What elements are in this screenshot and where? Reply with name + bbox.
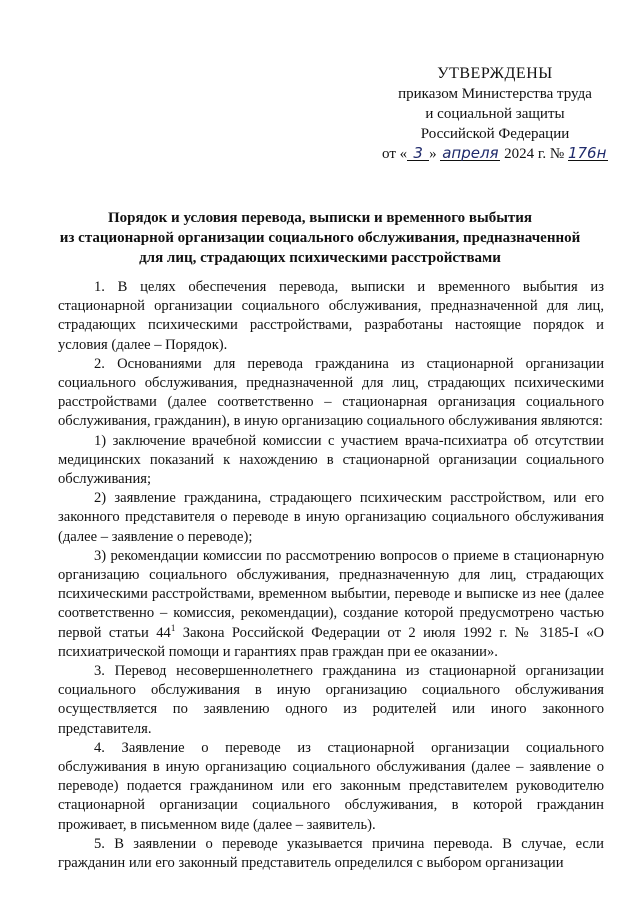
approval-date-line [360, 144, 630, 164]
item-3-text-after: Закона Российской Федерации от 2 июля 1992 г. № 3185-I «О психиатрической помощи и гарантиях прав граждан при ее оказании». [58, 624, 604, 660]
title-line-2: из стационарной организации социального обслуживания, предназначенной [59, 230, 581, 246]
item-3-text-before: 3) рекомендации комиссии по рассмотрению вопросов о приеме в стационарную организацию социального обслуживания, предназначенную для лиц, страдающих психическими расстройствами, временном выбытии, переводе и выписке из нее (далее соответственно – комиссия, рекомендации), создание которой предусмотрено частью первой статьи 44 [58, 547, 604, 641]
document-title [30, 208, 610, 268]
title-line-1: Порядок и условия перевода, выписки и временного выбытия [107, 210, 533, 226]
approval-line-1: приказом Министерства труда [398, 86, 592, 102]
article-superscript: 1 [170, 622, 176, 633]
handwritten-order-number: 176н [567, 144, 607, 162]
paragraph-1: 1. В целях обеспечения перевода, выписки и временного выбытия из стационарной организации социального обслуживания, предназначенной для лиц, страдающих психическими расстройствами, разработаны настоящие порядок и условия (далее – Порядок). [58, 279, 604, 353]
approval-line-3: Российской Федерации [420, 126, 570, 142]
handwritten-month: апреля [442, 144, 499, 162]
approval-line-2: и социальной защиты [425, 106, 565, 122]
paragraph-3: 3. Перевод несовершеннолетнего гражданина из стационарной организации социального обслуживания в иную организацию социального обслуживания осуществляется по заявлению одного из родителей или иного законного представителя. [58, 663, 604, 737]
handwritten-day: 3 [407, 146, 429, 161]
paragraph-2-item-2: 2) заявление гражданина, страдающего психическим расстройством, или его законного представителя о переводе в иную организацию социального обслуживания (далее – заявление о переводе); [58, 490, 604, 545]
paragraph-2-item-1: 1) заключение врачебной комиссии с участием врача-психиатра об отсутствии медицинских показаний к нахождению в стационарной организации социального обслуживания; [58, 432, 604, 488]
date-mid: » [429, 146, 437, 162]
approval-stamp: УТВЕРЖДЕНЫ [437, 65, 553, 82]
date-prefix: от « [382, 146, 408, 162]
year-text: 2024 г. № [504, 146, 565, 162]
title-line-3: для лиц, страдающих психическими расстройствами [139, 250, 501, 266]
paragraph-2-item-3 [58, 547, 604, 662]
approval-block [360, 64, 630, 164]
paragraph-5: 5. В заявлении о переводе указывается причина перевода. В случае, если гражданин или его законный представитель определился с выбором организации [58, 835, 604, 872]
paragraph-4: 4. Заявление о переводе из стационарной организации социального обслуживания в иную организацию социального обслуживания (далее – заявление о переводе) подается гражданином или его законным представителем руководителю стационарной организации социального обслуживания, в которой гражданин проживает, в письменном виде (далее – заявитель). [58, 739, 604, 833]
document-body [58, 278, 604, 873]
paragraph-2: 2. Основаниями для перевода гражданина из стационарной организации социального обслуживания, предназначенной для лиц, страдающих психическими расстройствами (далее соответственно – стационарная организация социального обслуживания, гражданин), в иную организацию социального обслуживания являются: [58, 355, 604, 430]
